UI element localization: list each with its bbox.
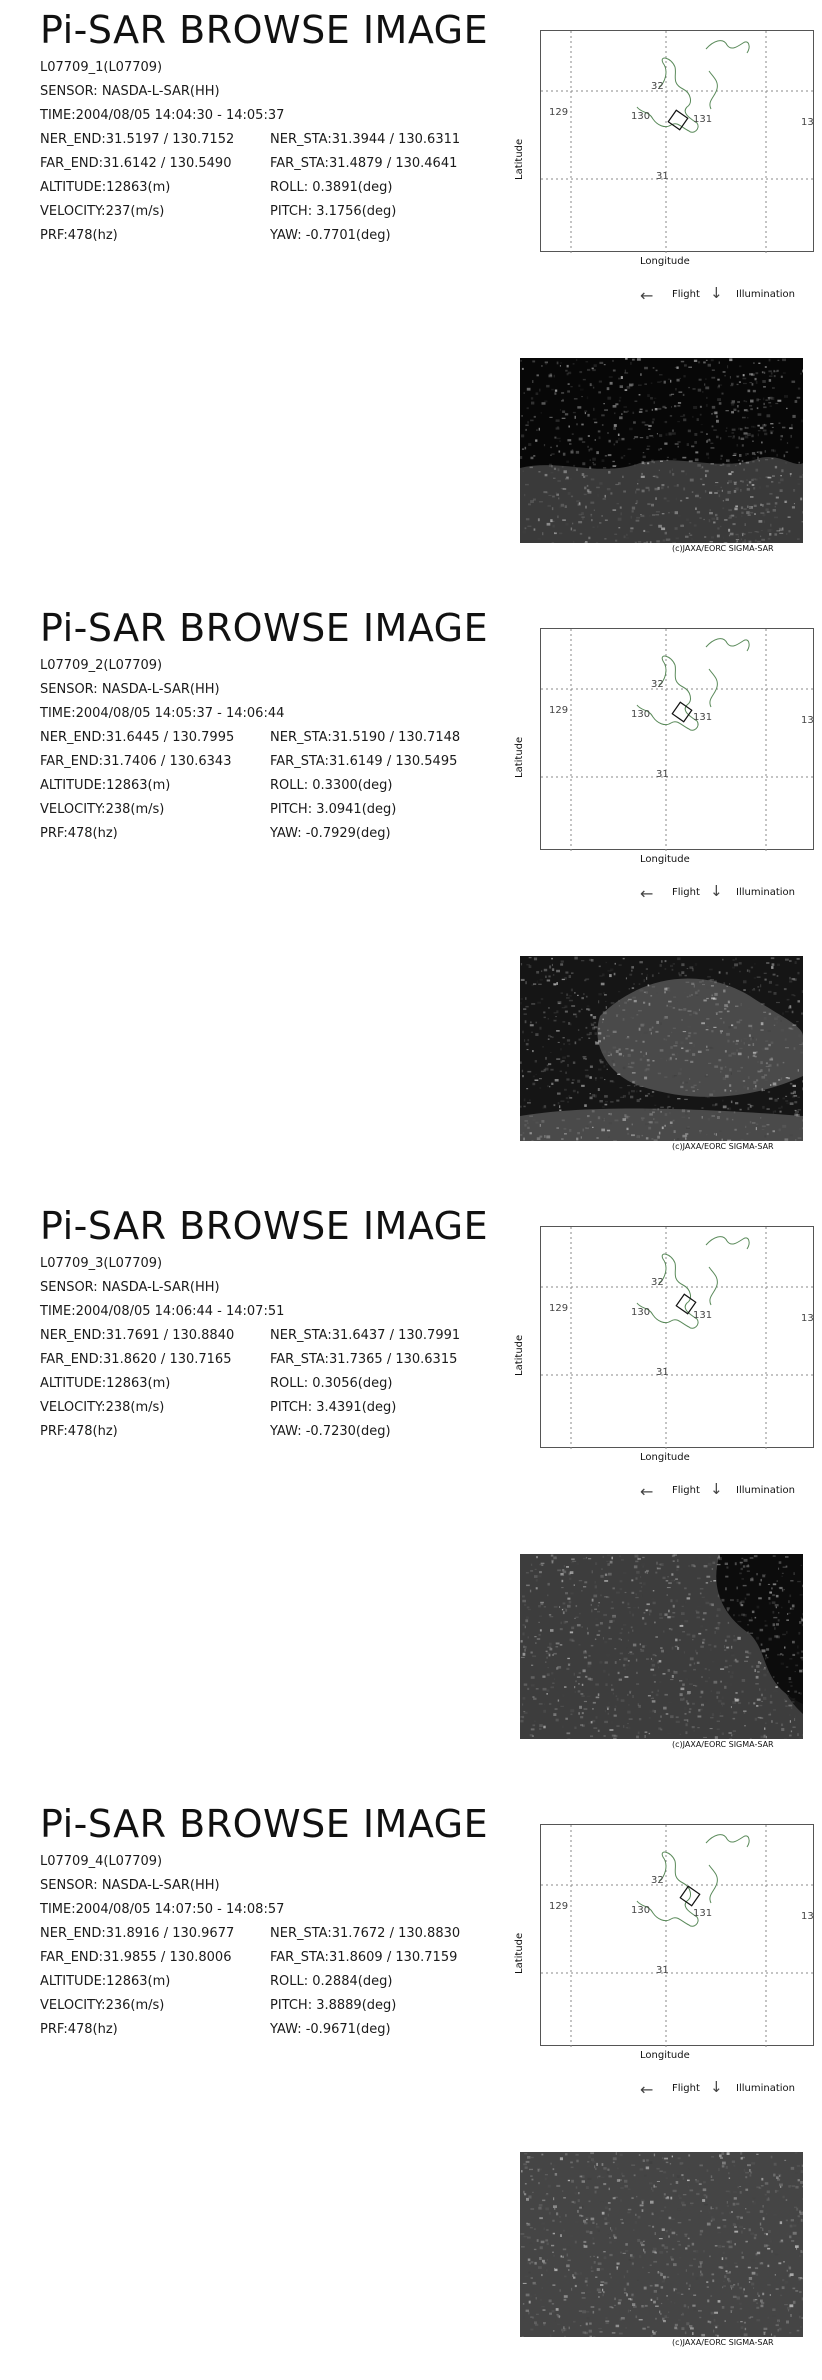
illumination-arrow-icon: ↓ <box>710 1480 723 1498</box>
lon-131-label: 131 <box>693 1908 713 1919</box>
latitude-axis-label: Latitude <box>514 138 525 180</box>
ner-end-text: NER_END:31.8916 / 130.9677 <box>40 1926 235 1941</box>
illumination-label: Illumination <box>736 887 795 898</box>
record-title: Pi-SAR BROWSE IMAGE <box>40 1802 489 1846</box>
far-sta-text: FAR_STA:31.7365 / 130.6315 <box>270 1352 458 1367</box>
browse-record <box>0 0 822 595</box>
lon-129-label: 129 <box>549 705 569 716</box>
lon-131-label: 131 <box>693 114 713 125</box>
record-id: L07709_2(L07709) <box>40 658 163 673</box>
flight-label: Flight <box>672 1485 700 1496</box>
velocity-text: VELOCITY:238(m/s) <box>40 1400 165 1415</box>
copyright-text: (c)JAXA/EORC SIGMA-SAR <box>672 544 774 553</box>
flight-arrow-icon: ← <box>640 1482 654 1501</box>
lon-130-label: 130 <box>631 1905 651 1916</box>
map-graphic <box>541 629 815 851</box>
roll-text: ROLL: 0.3056(deg) <box>270 1376 393 1391</box>
far-end-text: FAR_END:31.6142 / 130.5490 <box>40 156 232 171</box>
yaw-text: YAW: -0.9671(deg) <box>270 2022 391 2037</box>
sar-image-graphic <box>520 2152 803 2337</box>
sar-image-graphic <box>520 358 803 543</box>
lat-32-label: 32 <box>651 1277 664 1288</box>
lon-132-label: 13 <box>801 1313 814 1324</box>
latitude-axis-label: Latitude <box>514 1334 525 1376</box>
yaw-text: YAW: -0.7230(deg) <box>270 1424 391 1439</box>
lon-131-label: 131 <box>693 712 713 723</box>
record-id: L07709_3(L07709) <box>40 1256 163 1271</box>
flight-arrow-icon: ← <box>640 884 654 903</box>
longitude-axis-label: Longitude <box>640 1452 690 1463</box>
direction-legend <box>640 882 820 902</box>
location-map <box>540 1226 814 1448</box>
lon-129-label: 129 <box>549 107 569 118</box>
browse-record <box>0 1196 822 1791</box>
roll-text: ROLL: 0.2884(deg) <box>270 1974 393 1989</box>
record-title: Pi-SAR BROWSE IMAGE <box>40 8 489 52</box>
lon-130-label: 130 <box>631 111 651 122</box>
browse-record <box>0 1794 822 2380</box>
sar-browse-image <box>520 956 803 1141</box>
ner-sta-text: NER_STA:31.7672 / 130.8830 <box>270 1926 461 1941</box>
latitude-axis-label: Latitude <box>514 736 525 778</box>
record-id: L07709_1(L07709) <box>40 60 163 75</box>
flight-label: Flight <box>672 2083 700 2094</box>
lon-132-label: 13 <box>801 117 814 128</box>
illumination-arrow-icon: ↓ <box>710 284 723 302</box>
longitude-axis-label: Longitude <box>640 854 690 865</box>
ner-end-text: NER_END:31.5197 / 130.7152 <box>40 132 235 147</box>
illumination-label: Illumination <box>736 289 795 300</box>
velocity-text: VELOCITY:238(m/s) <box>40 802 165 817</box>
direction-legend <box>640 2078 820 2098</box>
velocity-text: VELOCITY:237(m/s) <box>40 204 165 219</box>
prf-text: PRF:478(hz) <box>40 228 118 243</box>
pitch-text: PITCH: 3.0941(deg) <box>270 802 397 817</box>
location-map <box>540 1824 814 2046</box>
lon-131-label: 131 <box>693 1310 713 1321</box>
yaw-text: YAW: -0.7701(deg) <box>270 228 391 243</box>
lon-132-label: 13 <box>801 715 814 726</box>
far-sta-text: FAR_STA:31.8609 / 130.7159 <box>270 1950 458 1965</box>
illumination-label: Illumination <box>736 1485 795 1496</box>
lat-32-label: 32 <box>651 679 664 690</box>
ner-sta-text: NER_STA:31.6437 / 130.7991 <box>270 1328 461 1343</box>
prf-text: PRF:478(hz) <box>40 826 118 841</box>
time-text: TIME:2004/08/05 14:07:50 - 14:08:57 <box>40 1902 285 1917</box>
direction-legend <box>640 1480 820 1500</box>
sar-image-graphic <box>520 1554 803 1739</box>
sar-browse-image <box>520 1554 803 1739</box>
altitude-text: ALTITUDE:12863(m) <box>40 1974 171 1989</box>
ner-sta-text: NER_STA:31.5190 / 130.7148 <box>270 730 461 745</box>
far-end-text: FAR_END:31.9855 / 130.8006 <box>40 1950 232 1965</box>
sensor-text: SENSOR: NASDA-L-SAR(HH) <box>40 682 220 697</box>
lon-132-label: 13 <box>801 1911 814 1922</box>
lon-130-label: 130 <box>631 709 651 720</box>
pitch-text: PITCH: 3.8889(deg) <box>270 1998 397 2013</box>
pitch-text: PITCH: 3.1756(deg) <box>270 204 397 219</box>
flight-label: Flight <box>672 887 700 898</box>
ner-end-text: NER_END:31.7691 / 130.8840 <box>40 1328 235 1343</box>
lat-31-label: 31 <box>656 1367 669 1378</box>
lat-31-label: 31 <box>656 171 669 182</box>
prf-text: PRF:478(hz) <box>40 2022 118 2037</box>
roll-text: ROLL: 0.3891(deg) <box>270 180 393 195</box>
altitude-text: ALTITUDE:12863(m) <box>40 180 171 195</box>
copyright-text: (c)JAXA/EORC SIGMA-SAR <box>672 2338 774 2347</box>
map-graphic <box>541 31 815 253</box>
pitch-text: PITCH: 3.4391(deg) <box>270 1400 397 1415</box>
altitude-text: ALTITUDE:12863(m) <box>40 1376 171 1391</box>
lat-32-label: 32 <box>651 81 664 92</box>
illumination-arrow-icon: ↓ <box>710 2078 723 2096</box>
latitude-axis-label: Latitude <box>514 1932 525 1974</box>
altitude-text: ALTITUDE:12863(m) <box>40 778 171 793</box>
lat-31-label: 31 <box>656 769 669 780</box>
record-title: Pi-SAR BROWSE IMAGE <box>40 1204 489 1248</box>
record-title: Pi-SAR BROWSE IMAGE <box>40 606 489 650</box>
ner-end-text: NER_END:31.6445 / 130.7995 <box>40 730 235 745</box>
copyright-text: (c)JAXA/EORC SIGMA-SAR <box>672 1142 774 1151</box>
lon-129-label: 129 <box>549 1303 569 1314</box>
time-text: TIME:2004/08/05 14:06:44 - 14:07:51 <box>40 1304 285 1319</box>
velocity-text: VELOCITY:236(m/s) <box>40 1998 165 2013</box>
direction-legend <box>640 284 820 304</box>
lat-32-label: 32 <box>651 1875 664 1886</box>
far-sta-text: FAR_STA:31.4879 / 130.4641 <box>270 156 458 171</box>
sensor-text: SENSOR: NASDA-L-SAR(HH) <box>40 84 220 99</box>
far-end-text: FAR_END:31.7406 / 130.6343 <box>40 754 232 769</box>
longitude-axis-label: Longitude <box>640 2050 690 2061</box>
far-end-text: FAR_END:31.8620 / 130.7165 <box>40 1352 232 1367</box>
yaw-text: YAW: -0.7929(deg) <box>270 826 391 841</box>
sar-image-graphic <box>520 956 803 1141</box>
ner-sta-text: NER_STA:31.3944 / 130.6311 <box>270 132 461 147</box>
browse-record <box>0 598 822 1193</box>
prf-text: PRF:478(hz) <box>40 1424 118 1439</box>
longitude-axis-label: Longitude <box>640 256 690 267</box>
time-text: TIME:2004/08/05 14:05:37 - 14:06:44 <box>40 706 285 721</box>
illumination-label: Illumination <box>736 2083 795 2094</box>
flight-arrow-icon: ← <box>640 286 654 305</box>
lon-130-label: 130 <box>631 1307 651 1318</box>
illumination-arrow-icon: ↓ <box>710 882 723 900</box>
record-id: L07709_4(L07709) <box>40 1854 163 1869</box>
far-sta-text: FAR_STA:31.6149 / 130.5495 <box>270 754 458 769</box>
map-graphic <box>541 1825 815 2047</box>
time-text: TIME:2004/08/05 14:04:30 - 14:05:37 <box>40 108 285 123</box>
copyright-text: (c)JAXA/EORC SIGMA-SAR <box>672 1740 774 1749</box>
sar-browse-image <box>520 358 803 543</box>
flight-arrow-icon: ← <box>640 2080 654 2099</box>
roll-text: ROLL: 0.3300(deg) <box>270 778 393 793</box>
sensor-text: SENSOR: NASDA-L-SAR(HH) <box>40 1878 220 1893</box>
map-graphic <box>541 1227 815 1449</box>
flight-label: Flight <box>672 289 700 300</box>
sensor-text: SENSOR: NASDA-L-SAR(HH) <box>40 1280 220 1295</box>
lon-129-label: 129 <box>549 1901 569 1912</box>
location-map <box>540 30 814 252</box>
lat-31-label: 31 <box>656 1965 669 1976</box>
sar-browse-image <box>520 2152 803 2337</box>
location-map <box>540 628 814 850</box>
